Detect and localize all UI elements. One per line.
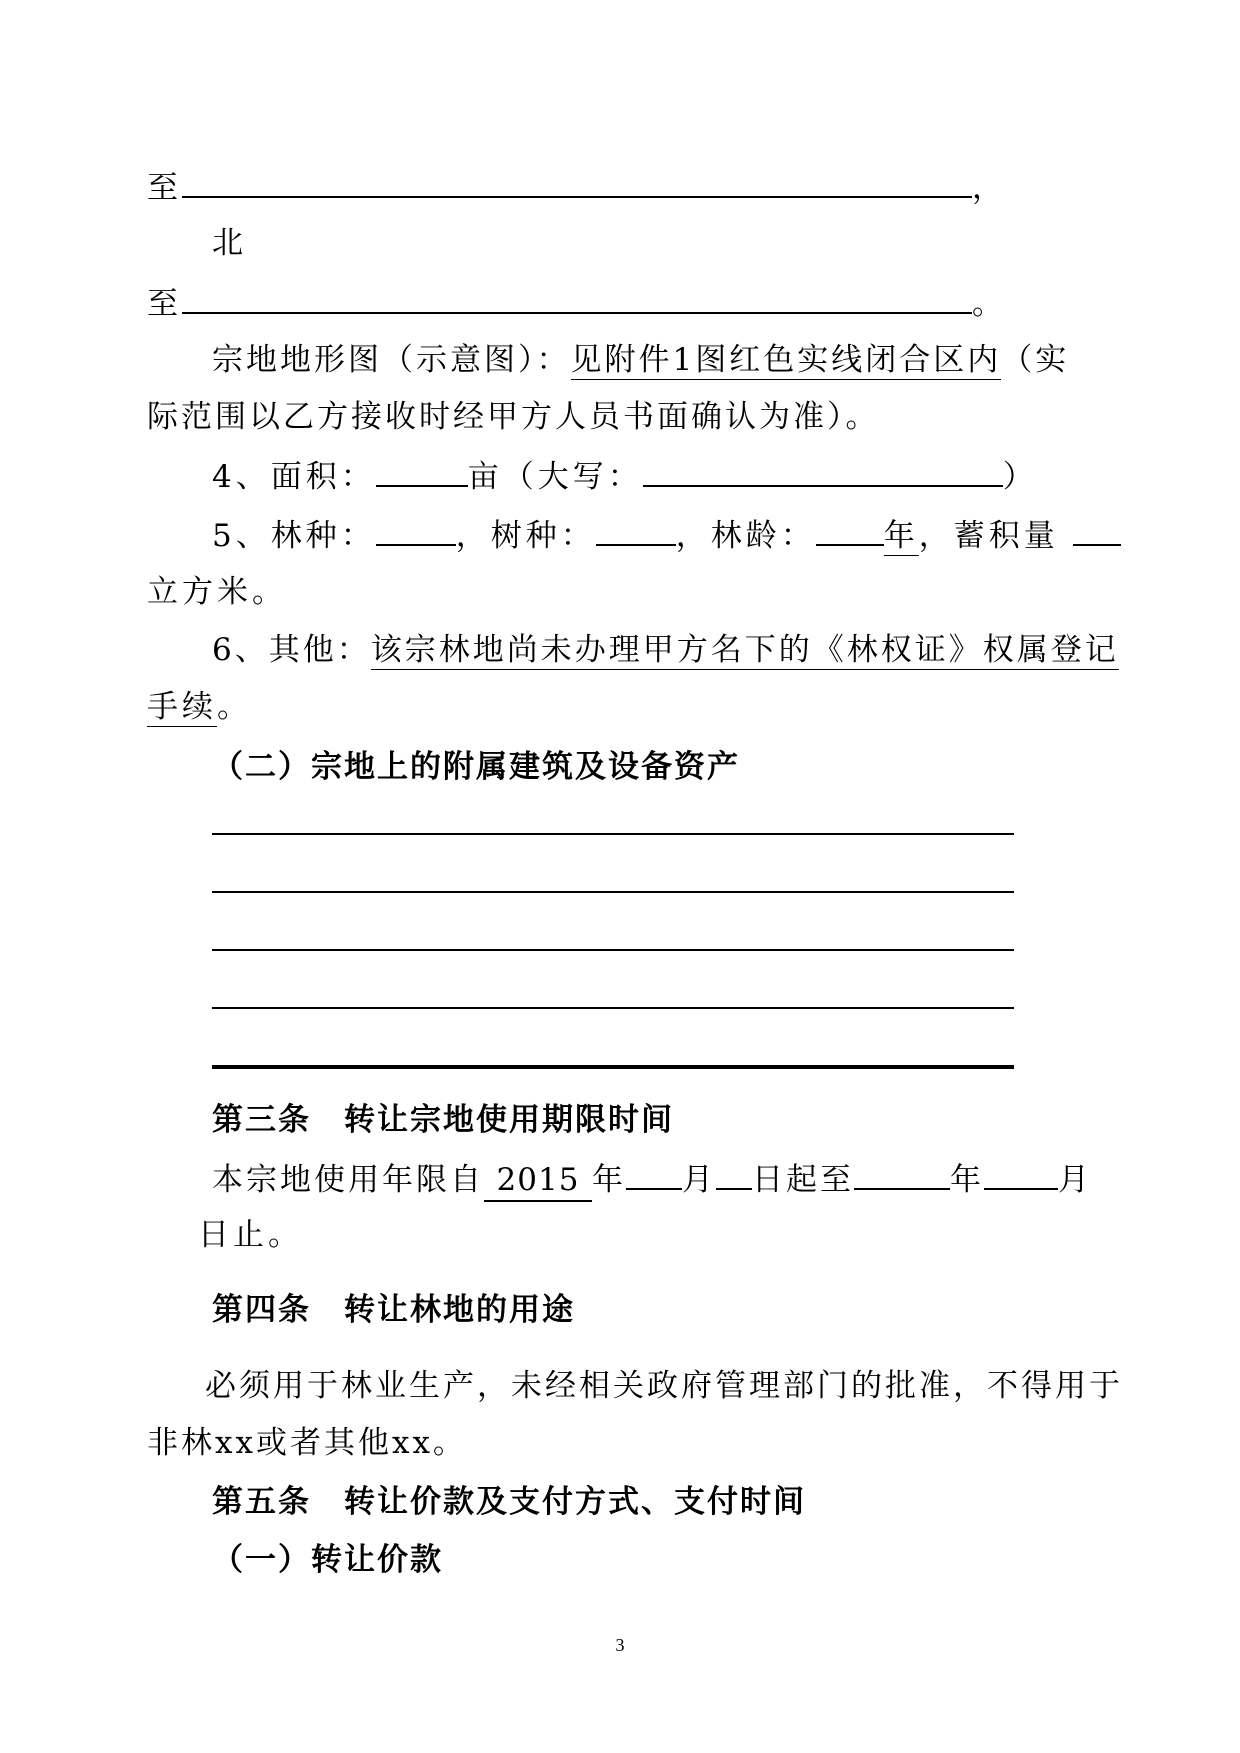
article-3-line-1 [212, 1158, 1092, 1202]
other-text-2: 手续 [147, 689, 217, 725]
forest-type-label: 5、林种： [212, 518, 376, 554]
article-3-heading-text: 第三条 转让宗地使用期限时间 [212, 1102, 674, 1138]
north-label: 北 [212, 225, 247, 261]
south-to-label: 至 [147, 170, 182, 206]
north-to-end: 。 [972, 286, 1007, 322]
other-line-2 [147, 687, 252, 727]
area-label: 4、面积： [212, 459, 376, 495]
article-3-heading [212, 1100, 674, 1140]
forest-line [212, 514, 1121, 556]
area-uppercase-blank[interactable] [643, 455, 1003, 487]
buildings-heading-text: （二）宗地上的附属建筑及设备资产 [212, 749, 740, 785]
article-4-heading-text: 第四条 转让林地的用途 [212, 1292, 575, 1328]
buildings-blank-line-5[interactable] [212, 1065, 1014, 1069]
volume-blank[interactable] [1073, 514, 1121, 546]
tree-species-label: ，树种： [455, 518, 596, 554]
map-line-2-text: 际范围以乙方接收时经甲方人员书面确认为准）。 [147, 399, 880, 435]
other-line-1 [212, 630, 1119, 670]
north-boundary-blank[interactable] [182, 282, 972, 314]
forest-age-blank[interactable] [816, 514, 884, 546]
area-line [212, 455, 1038, 497]
term-end-day-text: 日止。 [198, 1217, 303, 1253]
article-3-line-2 [198, 1215, 303, 1255]
term-start-year-unit: 年 [592, 1162, 626, 1198]
map-line-1 [212, 340, 1069, 380]
buildings-blank-line-2[interactable] [212, 891, 1014, 893]
north-label-line [212, 223, 247, 263]
forest-age-unit: 年 [883, 518, 919, 554]
tree-species-blank[interactable] [596, 514, 676, 546]
article-4-heading [212, 1290, 575, 1330]
forest-type-blank[interactable] [376, 514, 456, 546]
map-line-2 [147, 397, 880, 437]
volume-unit-line [147, 572, 287, 612]
north-boundary-line [147, 282, 1007, 324]
term-start-month-blank[interactable] [626, 1158, 682, 1190]
forest-age-label: ，林龄： [675, 518, 816, 554]
term-start-month-unit: 月 [682, 1162, 716, 1198]
area-unit: 亩（大写： [467, 459, 643, 495]
article-5-heading [212, 1482, 806, 1522]
area-close: ） [1002, 459, 1038, 495]
map-attachment-reference: 见附件1图红色实线闭合区内 [570, 342, 1002, 378]
article-5-subheading-text: （一）转让价款 [212, 1542, 443, 1578]
page-number: 3 [615, 1635, 625, 1655]
volume-unit: 立方米。 [147, 574, 287, 610]
term-start-year[interactable]: 2015 [484, 1160, 592, 1202]
term-end-month-unit: 月 [1058, 1162, 1092, 1198]
buildings-heading [212, 747, 740, 787]
south-boundary-line [147, 166, 1007, 208]
north-to-label: 至 [147, 286, 182, 322]
term-end-year-unit: 年 [950, 1162, 984, 1198]
article-4-line-1 [205, 1366, 1123, 1406]
article-5-subheading [212, 1540, 443, 1580]
volume-label: ，蓄积量 [918, 518, 1059, 554]
south-to-end: ， [972, 170, 1007, 206]
article-5-heading-text: 第五条 转让价款及支付方式、支付时间 [212, 1484, 806, 1520]
article-4-text-2: 非林xx或者其他xx。 [147, 1425, 467, 1461]
buildings-blank-line-3[interactable] [212, 949, 1014, 951]
term-from-label: 本宗地使用年限自 [212, 1162, 484, 1198]
other-text: 该宗林地尚未办理甲方名下的《林权证》权属登记 [370, 632, 1119, 668]
term-end-year-blank[interactable] [854, 1158, 950, 1190]
buildings-blank-line-4[interactable] [212, 1007, 1014, 1009]
term-start-day-unit: 日起至 [752, 1162, 854, 1198]
area-blank[interactable] [376, 455, 468, 487]
other-end: 。 [217, 689, 252, 725]
buildings-blank-line-1[interactable] [212, 833, 1014, 835]
south-boundary-blank[interactable] [182, 166, 972, 198]
article-4-line-2 [147, 1423, 467, 1463]
term-start-day-blank[interactable] [716, 1158, 752, 1190]
term-end-month-blank[interactable] [984, 1158, 1058, 1190]
map-paren-open: （实 [1001, 342, 1070, 378]
map-label: 宗地地形图（示意图）： [212, 342, 571, 378]
other-label: 6、其他： [212, 632, 371, 668]
article-4-text-1: 必须用于林业生产，未经相关政府管理部门的批准，不得用于 [205, 1368, 1123, 1404]
